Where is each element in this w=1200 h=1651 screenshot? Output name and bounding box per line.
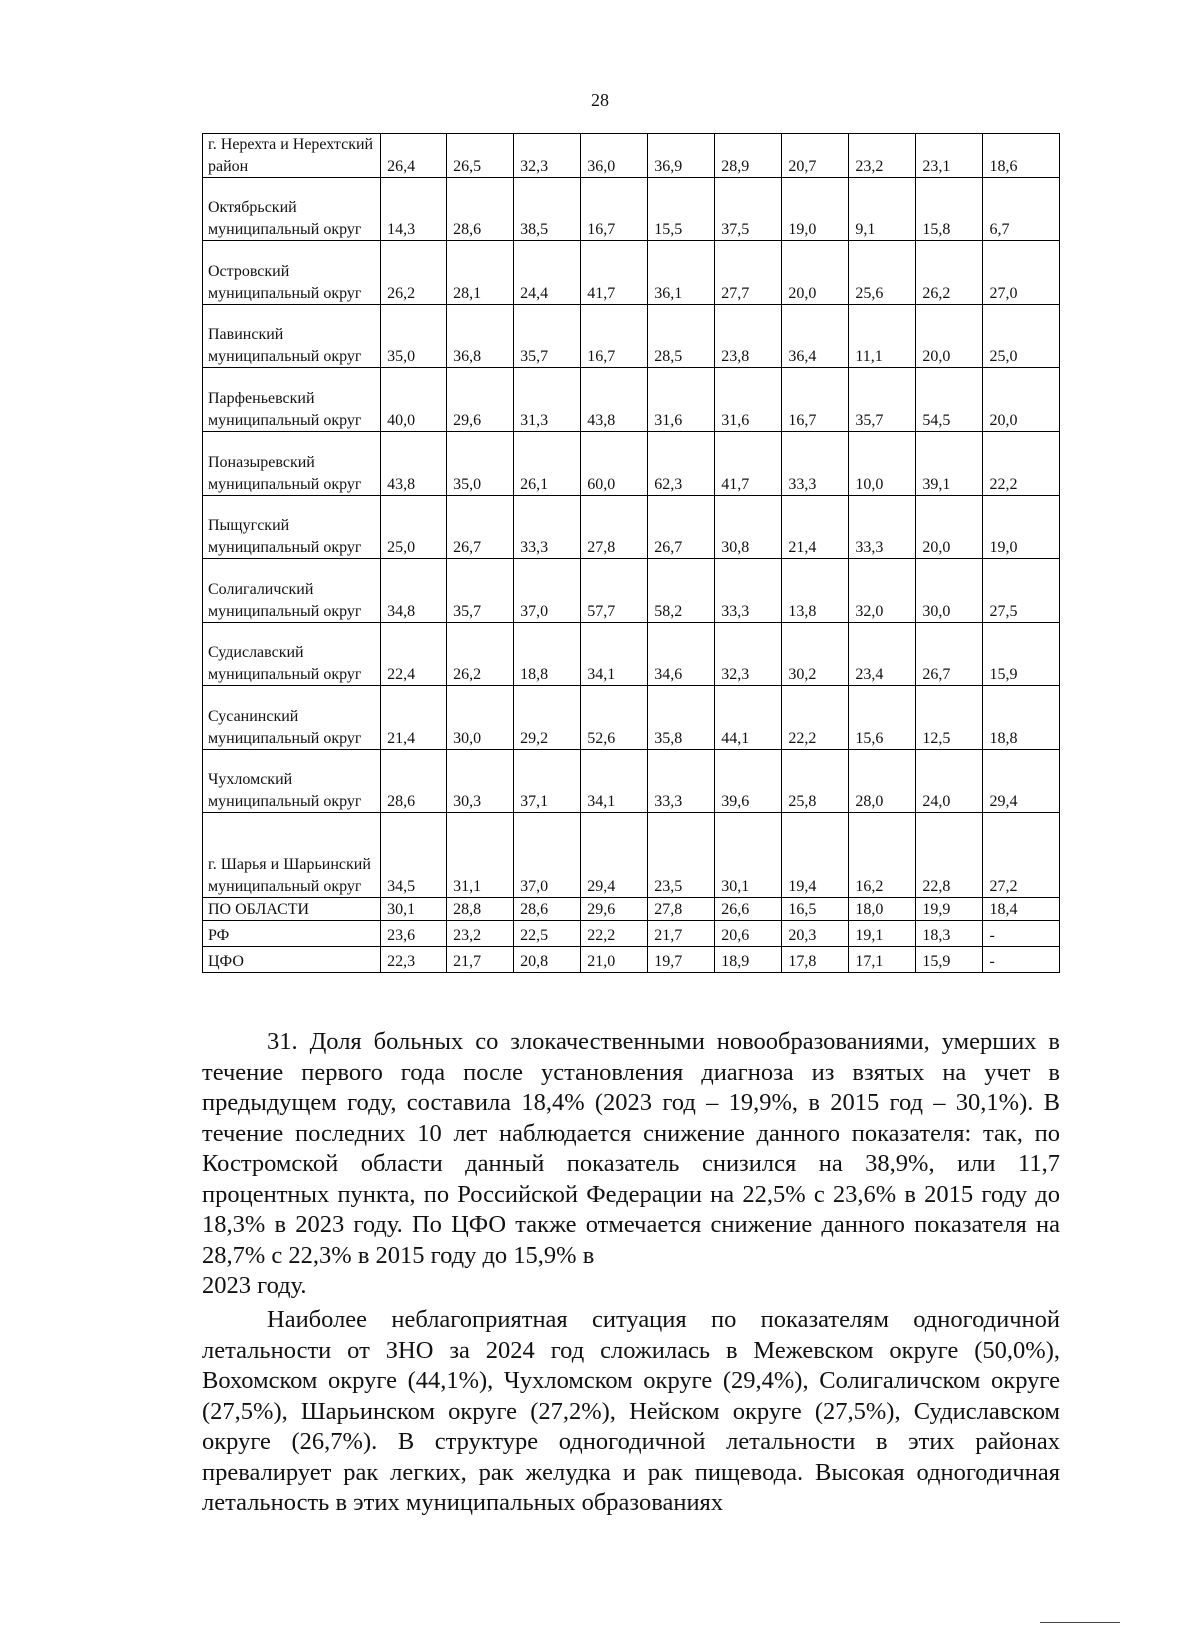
value-cell: 44,1 (715, 686, 782, 750)
value-cell: 9,1 (849, 178, 916, 241)
value-cell: 31,3 (514, 368, 581, 432)
region-cell: Парфеньевский муниципальный округ (203, 368, 381, 432)
value-cell: 28,6 (381, 750, 447, 813)
value-cell: 27,7 (715, 241, 782, 305)
value-cell: 27,8 (648, 898, 715, 921)
value-cell: 26,7 (648, 496, 715, 559)
value-cell: 31,6 (715, 368, 782, 432)
value-cell: 21,0 (581, 947, 648, 973)
value-cell: 37,5 (715, 178, 782, 241)
value-cell: 19,4 (782, 813, 849, 898)
table-body (203, 134, 1060, 973)
value-cell: 33,3 (648, 750, 715, 813)
value-cell: 35,0 (381, 305, 447, 368)
value-cell: 16,2 (849, 813, 916, 898)
value-cell: 30,1 (381, 898, 447, 921)
value-cell: 13,8 (782, 559, 849, 623)
value-cell: 30,0 (447, 686, 514, 750)
value-cell: 20,7 (782, 134, 849, 178)
value-cell: 35,8 (648, 686, 715, 750)
region-cell: Островский муниципальный округ (203, 241, 381, 305)
value-cell: 18,0 (849, 898, 916, 921)
value-cell: 23,8 (715, 305, 782, 368)
table-row (203, 898, 1060, 921)
value-cell: 62,3 (648, 432, 715, 496)
region-cell: г. Шарья и Шарьинский муниципальный округ (203, 813, 381, 898)
value-cell: 22,8 (916, 813, 983, 898)
value-cell: 30,0 (916, 559, 983, 623)
region-cell: Судиславский муниципальный округ (203, 623, 381, 686)
paragraph-mortality-regions-body: Наиболее неблагоприятная ситуация по показателям одногодичной летальности от ЗНО за 2024 год сложилась в Межевском округе (50,0%), Вохомском округе (44,1%), Чухломском округе (29,4%), Солигаличском округе (27,5%), Шарьинском округе (27,2%), Нейском округе (27,5%), Судиславском округе (26,7%). В структуре одногодичной летальности в этих районах превалирует рак легких, рак желудка и рак пищевода. Высокая одногодичная летальность в этих муниципальных образованиях (202, 1306, 1060, 1516)
value-cell: 29,6 (581, 898, 648, 921)
value-cell: 17,1 (849, 947, 916, 973)
table-row (203, 921, 1060, 947)
value-cell: 28,6 (514, 898, 581, 921)
value-cell: - (983, 921, 1060, 947)
value-cell: 34,5 (381, 813, 447, 898)
region-cell: ЦФО (203, 947, 381, 973)
page-number: 28 (591, 90, 609, 110)
value-cell: 57,7 (581, 559, 648, 623)
value-cell: 6,7 (983, 178, 1060, 241)
value-cell: 15,9 (916, 947, 983, 973)
value-cell: 19,7 (648, 947, 715, 973)
value-cell: 23,2 (447, 921, 514, 947)
value-cell: 36,8 (447, 305, 514, 368)
value-cell: 18,4 (983, 898, 1060, 921)
value-cell: 37,0 (514, 813, 581, 898)
value-cell: 33,3 (782, 432, 849, 496)
value-cell: 35,7 (514, 305, 581, 368)
value-cell: 27,2 (983, 813, 1060, 898)
value-cell: 26,5 (447, 134, 514, 178)
value-cell: 23,6 (381, 921, 447, 947)
value-cell: 25,8 (782, 750, 849, 813)
value-cell: 12,5 (916, 686, 983, 750)
value-cell: 20,0 (916, 305, 983, 368)
value-cell: 37,0 (514, 559, 581, 623)
value-cell: 30,3 (447, 750, 514, 813)
value-cell: 20,6 (715, 921, 782, 947)
value-cell: 14,3 (381, 178, 447, 241)
value-cell: 26,2 (447, 623, 514, 686)
value-cell: 25,0 (381, 496, 447, 559)
value-cell: 23,5 (648, 813, 715, 898)
value-cell: 30,2 (782, 623, 849, 686)
region-cell: Октябрьский муниципальный округ (203, 178, 381, 241)
region-cell: г. Нерехта и Нерехтский район (203, 134, 381, 178)
table-row (203, 496, 1060, 559)
value-cell: 33,3 (849, 496, 916, 559)
value-cell: 37,1 (514, 750, 581, 813)
footer-line (1040, 1622, 1120, 1623)
value-cell: 36,1 (648, 241, 715, 305)
value-cell: 36,9 (648, 134, 715, 178)
value-cell: 29,4 (581, 813, 648, 898)
value-cell: 28,9 (715, 134, 782, 178)
value-cell: 22,3 (381, 947, 447, 973)
value-cell: 32,3 (514, 134, 581, 178)
value-cell: 43,8 (581, 368, 648, 432)
table-row (203, 559, 1060, 623)
value-cell: 18,8 (514, 623, 581, 686)
value-cell: 18,3 (916, 921, 983, 947)
value-cell: 20,3 (782, 921, 849, 947)
paragraph-31-last-line: 2023 году. (202, 1272, 307, 1299)
value-cell: 16,7 (581, 305, 648, 368)
value-cell: 22,2 (581, 921, 648, 947)
value-cell: 18,6 (983, 134, 1060, 178)
value-cell: 28,8 (447, 898, 514, 921)
value-cell: 28,1 (447, 241, 514, 305)
value-cell: 22,5 (514, 921, 581, 947)
value-cell: 34,1 (581, 623, 648, 686)
value-cell: 21,4 (381, 686, 447, 750)
value-cell: 16,5 (782, 898, 849, 921)
value-cell: 54,5 (916, 368, 983, 432)
value-cell: 30,8 (715, 496, 782, 559)
value-cell: 19,0 (782, 178, 849, 241)
value-cell: 33,3 (514, 496, 581, 559)
table-row (203, 178, 1060, 241)
region-cell: ПО ОБЛАСТИ (203, 898, 381, 921)
value-cell: 20,0 (983, 368, 1060, 432)
table-row (203, 947, 1060, 973)
value-cell: 34,6 (648, 623, 715, 686)
table-row (203, 305, 1060, 368)
value-cell: 20,0 (782, 241, 849, 305)
value-cell: 31,6 (648, 368, 715, 432)
value-cell: 25,6 (849, 241, 916, 305)
value-cell: 35,7 (849, 368, 916, 432)
value-cell: 26,2 (916, 241, 983, 305)
value-cell: 21,4 (782, 496, 849, 559)
value-cell: 19,1 (849, 921, 916, 947)
table-row (203, 368, 1060, 432)
value-cell: 20,8 (514, 947, 581, 973)
table-row (203, 134, 1060, 178)
value-cell: - (983, 947, 1060, 973)
value-cell: 21,7 (648, 921, 715, 947)
value-cell: 40,0 (381, 368, 447, 432)
value-cell: 18,9 (715, 947, 782, 973)
value-cell: 23,2 (849, 134, 916, 178)
value-cell: 28,6 (447, 178, 514, 241)
value-cell: 32,0 (849, 559, 916, 623)
value-cell: 36,4 (782, 305, 849, 368)
mortality-table (202, 133, 1060, 973)
value-cell: 17,8 (782, 947, 849, 973)
paragraph-mortality-regions (202, 1305, 1060, 1519)
value-cell: 39,6 (715, 750, 782, 813)
value-cell: 21,7 (447, 947, 514, 973)
value-cell: 29,4 (983, 750, 1060, 813)
value-cell: 28,5 (648, 305, 715, 368)
region-cell: Сусанинский муниципальный округ (203, 686, 381, 750)
value-cell: 16,7 (581, 178, 648, 241)
paragraph-31 (202, 1027, 1060, 1302)
value-cell: 26,4 (381, 134, 447, 178)
table-row (203, 686, 1060, 750)
table-row (203, 623, 1060, 686)
value-cell: 34,8 (381, 559, 447, 623)
value-cell: 24,0 (916, 750, 983, 813)
value-cell: 52,6 (581, 686, 648, 750)
value-cell: 27,5 (983, 559, 1060, 623)
value-cell: 19,0 (983, 496, 1060, 559)
table-row (203, 432, 1060, 496)
value-cell: 35,0 (447, 432, 514, 496)
value-cell: 41,7 (581, 241, 648, 305)
value-cell: 22,2 (983, 432, 1060, 496)
value-cell: 27,0 (983, 241, 1060, 305)
value-cell: 36,0 (581, 134, 648, 178)
value-cell: 15,8 (916, 178, 983, 241)
value-cell: 32,3 (715, 623, 782, 686)
value-cell: 11,1 (849, 305, 916, 368)
value-cell: 29,2 (514, 686, 581, 750)
value-cell: 31,1 (447, 813, 514, 898)
value-cell: 33,3 (715, 559, 782, 623)
value-cell: 10,0 (849, 432, 916, 496)
paragraph-31-body: 31. Доля больных со злокачественными новообразованиями, умерших в течение первого года после установления диагноза из взятых на учет в предыдущем году, составила 18,4% (2023 год – 19,9%, в 2015 год – 30,1%). В течение последних 10 лет наблюдается снижение данного показателя: так, по Костромской области данный показатель снизился на 38,9%, или 11,7 процентных пункта, по Российской Федерации на 22,5% с 23,6% в 2015 году до 18,3% в 2023 году. По ЦФО также отмечается снижение данного показателя на 28,7% с 22,3% в 2015 году до 15,9% в (202, 1028, 1060, 1269)
region-cell: Павинский муниципальный округ (203, 305, 381, 368)
value-cell: 19,9 (916, 898, 983, 921)
value-cell: 26,7 (447, 496, 514, 559)
value-cell: 58,2 (648, 559, 715, 623)
value-cell: 26,1 (514, 432, 581, 496)
region-cell: Пыщугский муниципальный округ (203, 496, 381, 559)
value-cell: 26,6 (715, 898, 782, 921)
value-cell: 35,7 (447, 559, 514, 623)
value-cell: 26,2 (381, 241, 447, 305)
value-cell: 29,6 (447, 368, 514, 432)
value-cell: 25,0 (983, 305, 1060, 368)
value-cell: 41,7 (715, 432, 782, 496)
table-row (203, 241, 1060, 305)
region-cell: Чухломский муниципальный округ (203, 750, 381, 813)
value-cell: 60,0 (581, 432, 648, 496)
value-cell: 15,6 (849, 686, 916, 750)
value-cell: 18,8 (983, 686, 1060, 750)
value-cell: 27,8 (581, 496, 648, 559)
value-cell: 22,2 (782, 686, 849, 750)
value-cell: 28,0 (849, 750, 916, 813)
value-cell: 16,7 (782, 368, 849, 432)
value-cell: 24,4 (514, 241, 581, 305)
value-cell: 38,5 (514, 178, 581, 241)
table-row (203, 750, 1060, 813)
value-cell: 43,8 (381, 432, 447, 496)
region-cell: Солигаличский муниципальный округ (203, 559, 381, 623)
value-cell: 15,5 (648, 178, 715, 241)
value-cell: 34,1 (581, 750, 648, 813)
value-cell: 22,4 (381, 623, 447, 686)
value-cell: 23,1 (916, 134, 983, 178)
value-cell: 26,7 (916, 623, 983, 686)
table-row (203, 813, 1060, 898)
region-cell: Поназыревский муниципальный округ (203, 432, 381, 496)
value-cell: 15,9 (983, 623, 1060, 686)
value-cell: 30,1 (715, 813, 782, 898)
region-cell: РФ (203, 921, 381, 947)
value-cell: 39,1 (916, 432, 983, 496)
value-cell: 20,0 (916, 496, 983, 559)
value-cell: 23,4 (849, 623, 916, 686)
